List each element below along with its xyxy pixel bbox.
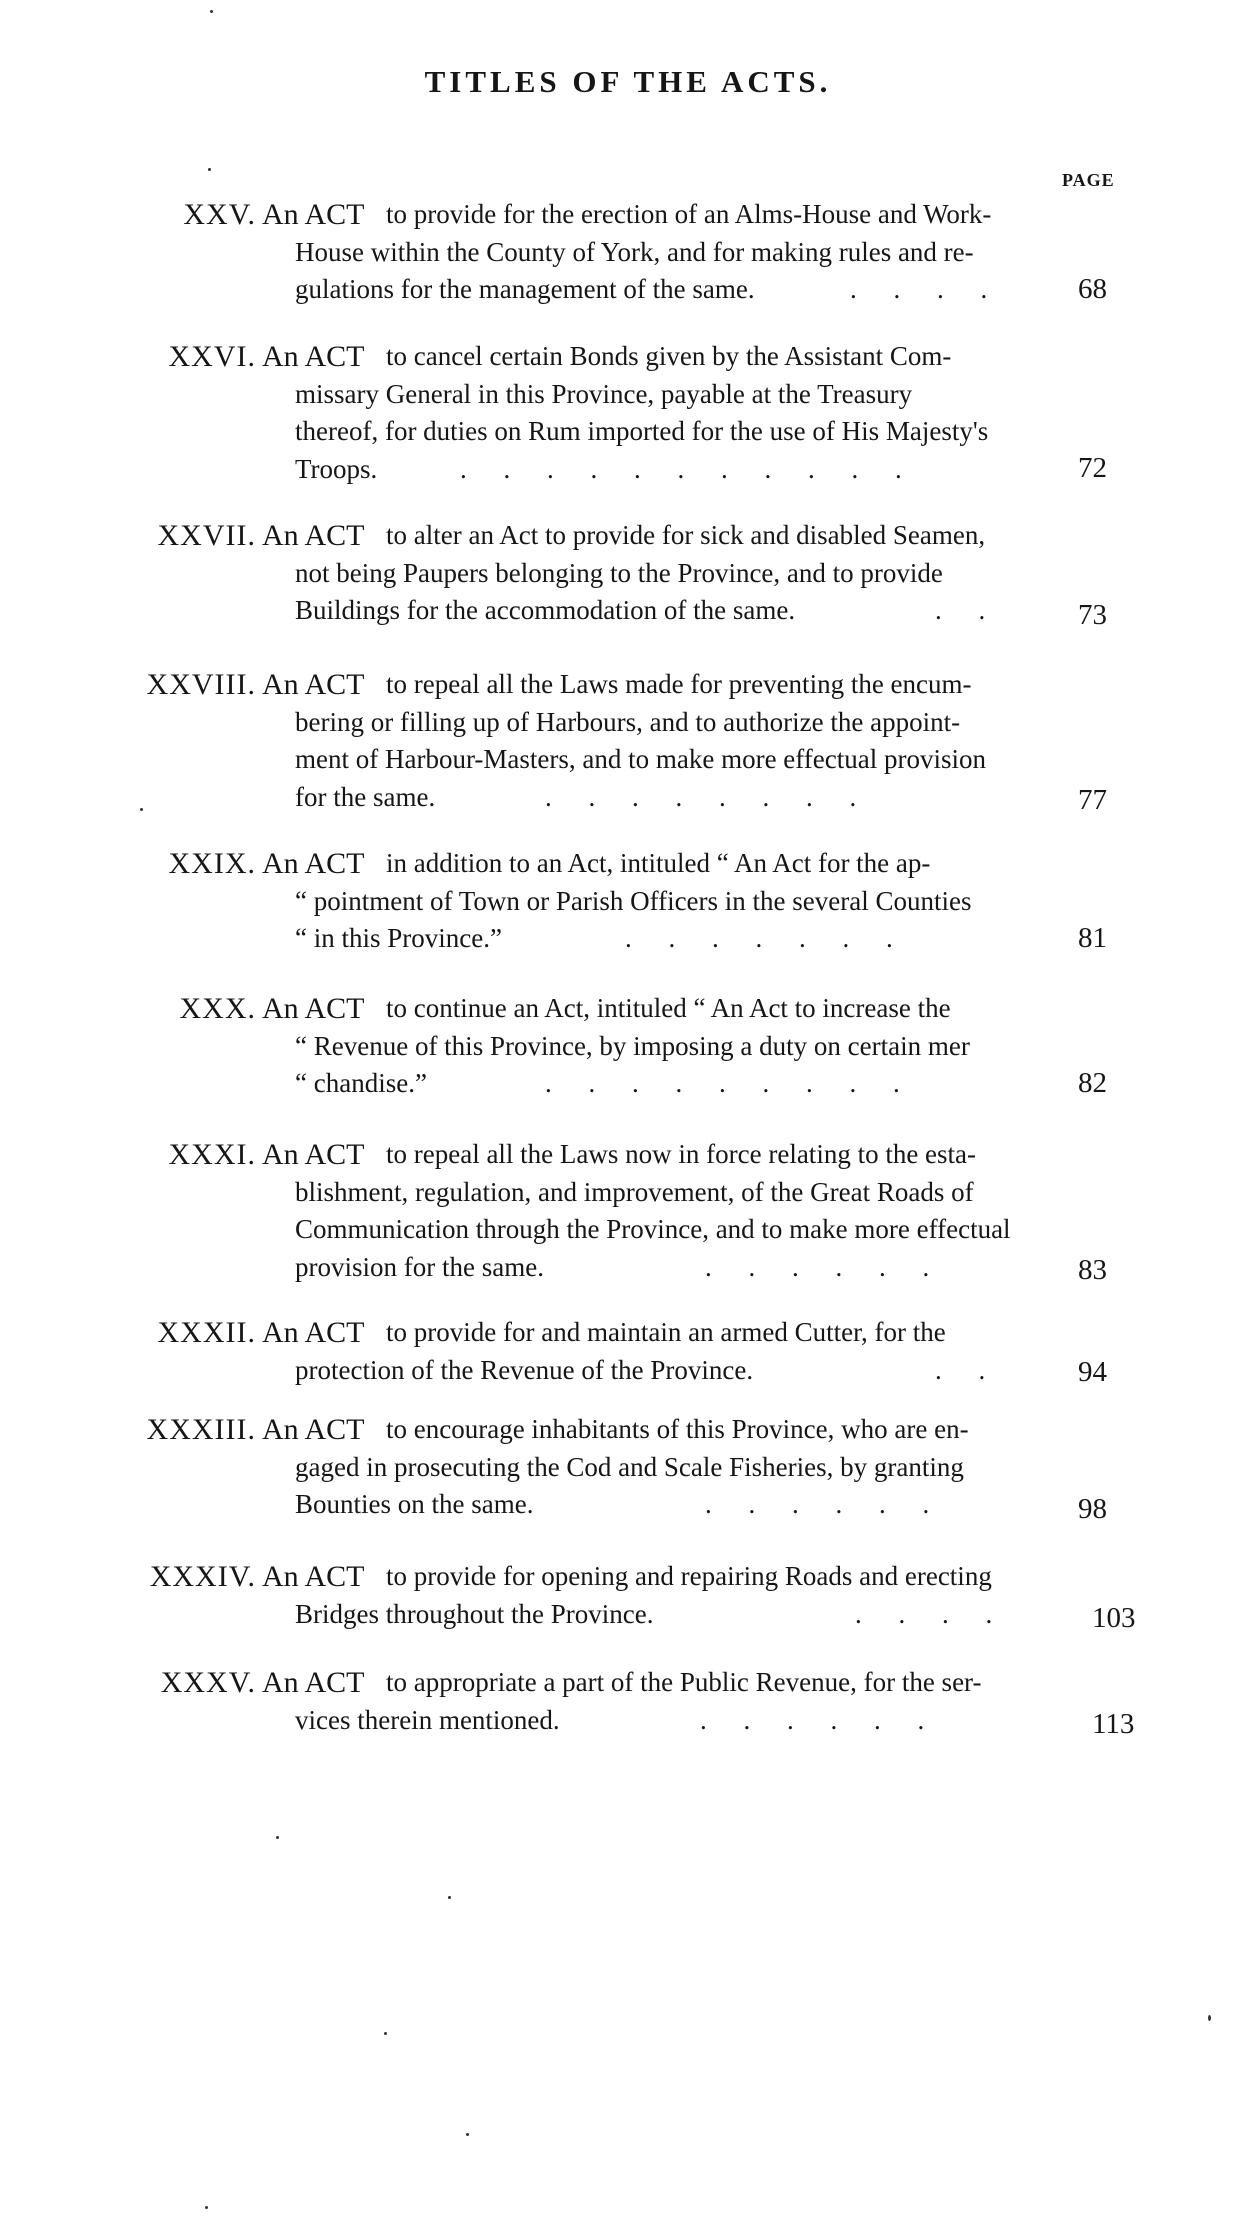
act-label: An ACT [262,1413,365,1446]
act-entry [0,666,1256,816]
act-label: An ACT [262,1560,365,1593]
act-number: XXVII. [157,519,256,552]
page-number: 81 [1078,922,1107,954]
act-label: An ACT [262,198,365,231]
page-number: 68 [1078,273,1107,305]
title-line: to provide for opening and repairing Roads and erecting [386,1561,992,1591]
act-entry [0,1664,1256,1739]
print-speck [1208,2015,1211,2021]
title-line: Troops. [295,453,378,484]
title-line: “ chandise.” [295,1068,427,1098]
title-line: thereof, for duties on Rum imported for the use of His Majesty's [295,416,989,446]
page-heading: TITLES OF THE ACTS. [424,64,832,99]
title-line: “ pointment of Town or Parish Officers in the several Counties [295,885,972,916]
act-entry [0,845,1256,958]
act-number: XXV. [183,198,256,231]
act-label: An ACT [262,1138,365,1171]
title-line: blishment, regulation, and improvement, of the Great Roads of [295,1176,974,1207]
page-number: 113 [1092,1708,1135,1740]
title-line: gaged in prosecuting the Cod and Scale Fisheries, by granting [295,1451,964,1482]
title-line: “ in this Province.” [295,923,502,953]
title-line: ment of Harbour-Masters, and to make more effectual provision [295,744,986,774]
act-number: XXXV. [160,1666,256,1699]
page-number: 77 [1078,784,1107,816]
page-number: 73 [1078,599,1107,631]
act-entry [0,1411,1256,1524]
title-line: Bridges throughout the Province. [295,1598,654,1629]
act-label: An ACT [262,340,365,373]
print-speck [384,2032,387,2035]
act-number: XXX. [179,992,256,1025]
title-line: not being Paupers belonging to the Province, and to provide [295,557,943,588]
dot-leader: . . [935,595,986,625]
act-number: XXXII. [157,1316,256,1349]
act-entry [0,1558,1256,1633]
title-line: vices therein mentioned. [295,1704,560,1735]
act-number: XXIX. [168,847,256,880]
dot-leader: . . . . [850,274,988,304]
title-line: to cancel certain Bonds given by the Assistant Com- [386,341,952,371]
act-entry [0,196,1256,309]
act-label: An ACT [262,847,365,880]
act-number: XXXI. [168,1138,256,1171]
dot-leader: . . . . . . [705,1489,930,1519]
title-line: “ Revenue of this Province, by imposing a duty on certain mer [295,1030,970,1061]
dot-leader: . . . . . . [705,1251,930,1282]
title-line: Bounties on the same. [295,1489,534,1519]
act-entry [0,517,1256,630]
title-line: Buildings for the accommodation of the same. [295,595,796,625]
page-number: 83 [1078,1254,1107,1286]
title-line: for the same. [295,781,436,812]
dot-leader: . . . . . . . . . . . [460,453,902,484]
title-line: to appropriate a part of the Public Revenue, for the ser- [386,1667,982,1697]
title-line: to provide for and maintain an armed Cutter, for the [386,1317,946,1347]
dot-leader: . . [935,1354,986,1385]
act-label: An ACT [262,519,365,552]
title-line: to repeal all the Laws now in force relating to the esta- [386,1139,977,1169]
act-number: XXVIII. [146,668,256,701]
title-line: gulations for the management of the same. [295,274,755,304]
act-label: An ACT [262,992,365,1025]
title-line: to provide for the erection of an Alms-House and Work- [386,199,992,229]
print-speck [448,1896,451,1899]
title-line: missary General in this Province, payable at the Treasury [295,378,913,409]
act-number: XXXIII. [146,1413,256,1446]
title-line: to repeal all the Laws made for preventing the encum- [386,669,972,699]
page-number: 82 [1078,1067,1107,1099]
title-line: to alter an Act to provide for sick and disabled Seamen, [386,520,986,550]
print-speck [276,1836,279,1839]
page-number: 103 [1092,1602,1136,1634]
act-entry [0,1136,1256,1286]
page-column-label: PAGE [1062,170,1115,190]
dot-leader: . . . . [855,1598,993,1629]
dot-leader: . . . . . . . [625,923,893,953]
page-number: 98 [1078,1493,1107,1525]
title-line: bering or filling up of Harbours, and to authorize the appoint- [295,706,961,737]
act-entry [0,990,1256,1103]
page-number: 94 [1078,1356,1107,1388]
act-number: XXXIV. [149,1560,256,1593]
print-speck [140,808,143,811]
title-line: to encourage inhabitants of this Province, who are en- [386,1414,969,1444]
title-line: Communication through the Province, and to make more effectual [295,1214,1011,1244]
act-label: An ACT [262,1316,365,1349]
title-line: protection of the Revenue of the Province. [295,1354,754,1385]
dot-leader: . . . . . . [700,1704,925,1735]
dot-leader: . . . . . . . . . [545,1068,900,1098]
title-line: provision for the same. [295,1251,544,1282]
page-number: 72 [1078,452,1107,484]
title-line: in addition to an Act, intituled “ An Act for the ap- [386,848,931,878]
print-speck [466,2133,469,2136]
act-label: An ACT [262,1666,365,1699]
act-number: XXVI. [168,340,256,373]
title-line: to continue an Act, intituled “ An Act to increase the [386,993,951,1023]
print-speck [205,2206,208,2209]
dot-leader: . . . . . . . . [545,781,857,812]
title-line: House within the County of York, and for making rules and re- [295,236,974,267]
act-entry [0,1314,1256,1389]
print-speck [210,10,213,13]
act-label: An ACT [262,668,365,701]
act-entry [0,338,1256,488]
print-speck [208,168,211,171]
